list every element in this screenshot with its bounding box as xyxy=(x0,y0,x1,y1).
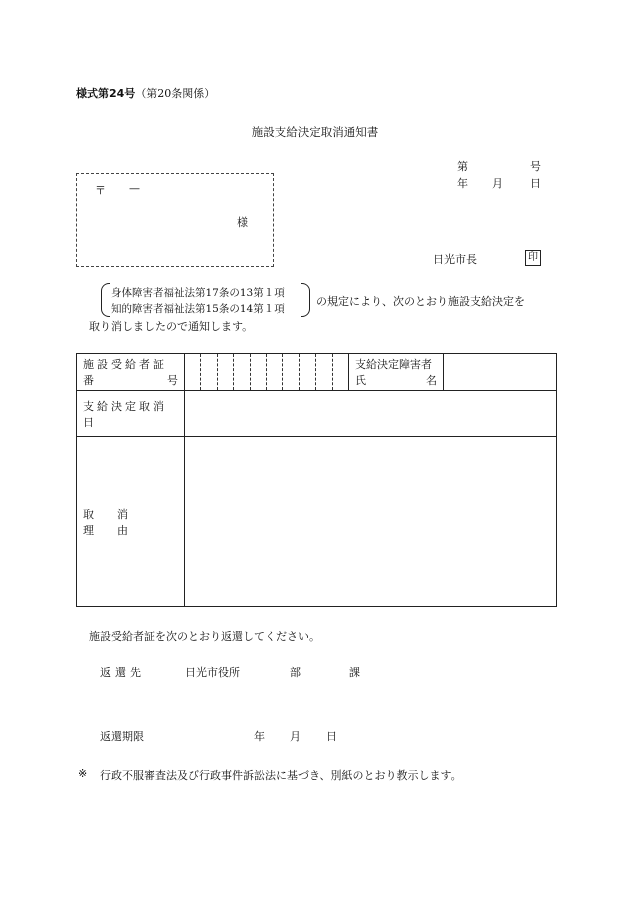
footnote-text: 行政不服審査法及び行政事件訴訟法に基づき、別紙のとおり教示します。 xyxy=(100,769,462,782)
holder-label-shi: 氏 xyxy=(355,374,366,387)
return-deadline-day: 日 xyxy=(326,730,337,743)
digit-cell xyxy=(218,354,234,390)
return-deadline-label: 返還期限 xyxy=(100,730,144,743)
body-text-line1: の規定により、次のとおり施設支給決定を xyxy=(316,295,525,308)
holder-label-line1: 支給決定障害者 xyxy=(355,358,432,371)
form-number-reference: （第20条関係） xyxy=(135,87,216,100)
return-destination-office: 日光市役所 xyxy=(185,666,240,679)
digit-cell xyxy=(185,354,201,390)
return-deadline-month: 月 xyxy=(290,730,301,743)
reason-label: 取消理由 xyxy=(77,437,185,607)
postal-dash: — xyxy=(129,182,140,195)
date-day: 日 xyxy=(530,177,541,190)
footnote-mark: ※ xyxy=(78,767,88,780)
recipient-cert-label-ban: 番 xyxy=(83,374,94,387)
digit-cell xyxy=(234,354,250,390)
holder-label-mei: 名 xyxy=(426,374,437,387)
form-number-bold: 様式第24号 xyxy=(76,87,136,100)
address-box xyxy=(76,173,274,267)
right-bracket xyxy=(301,283,310,317)
left-bracket xyxy=(101,283,110,317)
body-text-line2: 取り消しましたので通知します。 xyxy=(89,320,254,333)
document-title: 施設支給決定取消通知書 xyxy=(251,125,379,139)
postal-mark: 〒 xyxy=(95,184,106,197)
recipient-cert-number-cells[interactable] xyxy=(185,354,349,391)
cancel-date-label: 支給決定取消日 xyxy=(77,391,185,437)
digit-cell xyxy=(283,354,299,390)
recipient-cert-label xyxy=(77,354,185,391)
return-destination-section: 課 xyxy=(349,666,360,679)
digit-cell xyxy=(316,354,332,390)
digit-cell xyxy=(300,354,316,390)
date-month: 月 xyxy=(492,177,503,190)
digit-cell xyxy=(201,354,217,390)
law-option-2: 知的障害者福祉法第15条の14第１項 xyxy=(111,303,285,315)
table-row-reason xyxy=(77,437,557,607)
return-notice: 施設受給者証を次のとおり返還してください。 xyxy=(89,630,320,643)
recipient-cert-label-go: 号 xyxy=(167,374,178,387)
seal-mark: 印 xyxy=(525,250,541,266)
recipient-cert-label-line1: 施設受給者証 xyxy=(83,358,167,371)
reason-cell[interactable] xyxy=(185,437,557,607)
digit-cell xyxy=(333,354,348,390)
form-number xyxy=(76,85,215,101)
cancel-date-cell[interactable] xyxy=(185,391,557,437)
date-year: 年 xyxy=(457,177,468,190)
digit-cell xyxy=(251,354,267,390)
holder-label xyxy=(349,354,444,391)
return-destination-label: 返還先 xyxy=(100,666,145,679)
holder-name-cell[interactable] xyxy=(444,354,557,391)
law-option-1: 身体障害者福祉法第17条の13第１項 xyxy=(111,287,285,299)
return-destination-department: 部 xyxy=(290,666,301,679)
doc-number-dai: 第 xyxy=(457,160,468,173)
doc-number-go: 号 xyxy=(530,160,541,173)
table-row-cancel-date xyxy=(77,391,557,437)
digit-cell xyxy=(267,354,283,390)
honorific-sama: 様 xyxy=(237,216,248,229)
return-deadline-year: 年 xyxy=(254,730,265,743)
table-row-recipient xyxy=(77,354,557,391)
notification-table xyxy=(76,353,557,607)
sender-title: 日光市長 xyxy=(433,253,477,266)
